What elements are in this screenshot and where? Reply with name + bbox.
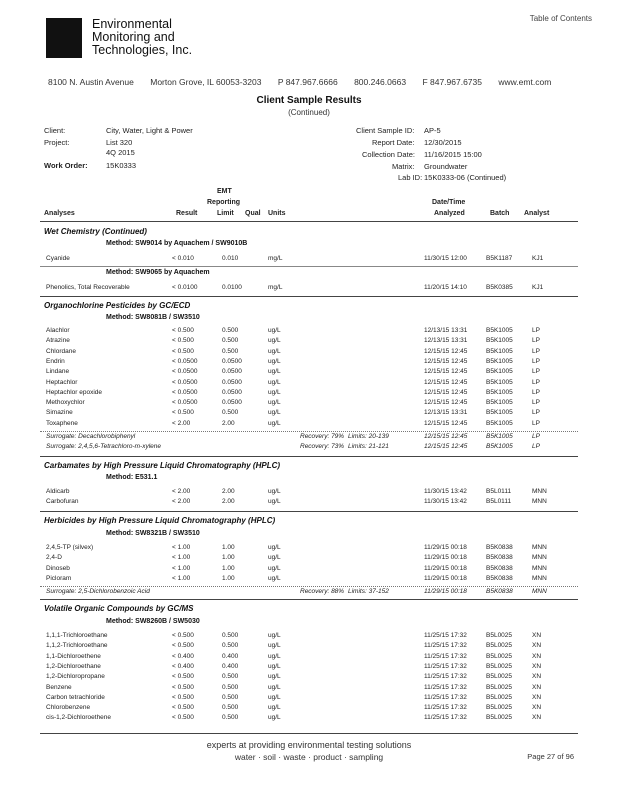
- cell-batch: B5K1005: [486, 419, 513, 427]
- cell-analyte: 1,1-Dichloroethene: [46, 652, 101, 660]
- cell-batch: B5L0025: [486, 642, 513, 650]
- cell-analyte: Chlorobenzene: [46, 704, 91, 712]
- collection-label: Collection Date:: [362, 150, 415, 159]
- cell-result: < 0.0500: [172, 399, 198, 407]
- cell-analyte: Alachlor: [46, 327, 70, 334]
- tollfree-number: 800.246.0663: [354, 77, 407, 87]
- cell-units: ug/L: [268, 574, 281, 582]
- sampleid-label: Client Sample ID:: [356, 126, 415, 135]
- cell-analyst: XN: [532, 652, 542, 660]
- cell-recovery: Recovery: 73%: [300, 443, 345, 451]
- address-bar: [48, 77, 578, 87]
- cell-date: 12/15/15 12:45: [424, 347, 468, 355]
- cell-units: ug/L: [268, 409, 281, 417]
- cell-units: ug/L: [268, 693, 281, 701]
- cell-units: ug/L: [268, 714, 281, 722]
- cell-limit: 0.500: [222, 642, 239, 650]
- cell-date: 11/25/15 17:32: [424, 652, 467, 660]
- cell-limit: 1.00: [222, 564, 235, 572]
- cell-date: 12/15/15 12:45: [424, 443, 468, 451]
- cell-date: 11/25/15 17:32: [424, 704, 467, 712]
- cell-analyst: LP: [532, 388, 540, 396]
- cell-analyst: MNN: [532, 544, 547, 551]
- cell-analyst: LP: [532, 419, 540, 427]
- cell-analyst: LP: [532, 443, 540, 451]
- cell-limit: 0.500: [222, 327, 239, 334]
- cell-analyst: XN: [532, 693, 542, 701]
- cell-batch: B5L0025: [486, 632, 513, 639]
- cell-batch: B5L0025: [486, 652, 513, 660]
- cell-analyst: LP: [532, 399, 540, 407]
- cell-analyst: LP: [532, 368, 540, 376]
- cell-analyte: Aldicarb: [46, 488, 70, 495]
- table-row: [0, 358, 618, 368]
- cell-analyte: 1,1,1-Trichloroethane: [46, 632, 108, 639]
- cell-analyte: Benzene: [46, 683, 72, 691]
- cell-units: ug/L: [268, 337, 281, 345]
- company-line-3: Technologies, Inc.: [92, 43, 193, 57]
- table-row: [0, 348, 618, 358]
- company-line-1: Environmental: [92, 17, 172, 31]
- cell-analyst: XN: [532, 662, 542, 670]
- cell-analyte: 1,2-Dichloroethane: [46, 662, 101, 670]
- col-reporting: Reporting: [207, 199, 241, 206]
- header-rule: [40, 221, 578, 222]
- table-row: [0, 544, 618, 554]
- cell-batch: B5K1005: [486, 327, 513, 334]
- section-voc: Volatile Organic Compounds by GC/MS: [44, 604, 194, 613]
- cell-result: < 0.0500: [172, 357, 198, 365]
- cell-result: < 0.400: [172, 662, 194, 670]
- cell-limit: 1.00: [222, 554, 235, 562]
- cell-units: ug/L: [268, 419, 281, 427]
- cell-analyst: LP: [532, 433, 540, 440]
- cell-limits: Limits: 37-152: [348, 588, 389, 596]
- page-number: Page 27 of 96: [527, 752, 574, 761]
- cell-units: ug/L: [268, 347, 281, 355]
- cell-analyte: Dinoseb: [46, 564, 70, 572]
- cell-result: < 0.500: [172, 642, 194, 650]
- cell-result: < 2.00: [172, 498, 191, 506]
- cell-analyte: Carbofuran: [46, 498, 79, 506]
- cell-result: < 0.400: [172, 652, 194, 660]
- company-name: [92, 18, 192, 57]
- cell-date: 12/15/15 12:45: [424, 368, 468, 376]
- col-emt: EMT: [217, 188, 232, 195]
- cell-units: ug/L: [268, 488, 281, 495]
- cell-limit: 0.400: [222, 652, 239, 660]
- cell-analyte: Chlordane: [46, 347, 76, 355]
- cell-limit: 0.500: [222, 683, 239, 691]
- cell-date: 12/13/15 13:31: [424, 337, 468, 345]
- cell-limit: 1.00: [222, 574, 235, 582]
- table-row: [0, 694, 618, 704]
- cell-result: < 1.00: [172, 574, 191, 582]
- cell-analyst: LP: [532, 337, 540, 345]
- cell-limit: 0.500: [222, 673, 239, 681]
- section-rule: [40, 511, 578, 512]
- cell-analyte: cis-1,2-Dichloroethene: [46, 714, 112, 722]
- cell-limit: 2.00: [222, 498, 235, 506]
- cell-date: 11/25/15 17:32: [424, 673, 467, 681]
- cell-batch: B5K1005: [486, 357, 513, 365]
- method-wet-2: Method: SW9065 by Aquachem: [106, 269, 210, 276]
- cell-analyte: Endrin: [46, 357, 65, 365]
- cell-units: ug/L: [268, 544, 281, 551]
- section-carbamates: Carbamates by High Pressure Liquid Chromatography (HPLC): [44, 461, 281, 470]
- cell-analyte: Simazine: [46, 409, 73, 417]
- col-analyzed: Analyzed: [434, 210, 465, 217]
- footer-tagline: experts at providing environmental testing solutions: [206, 740, 412, 750]
- cell-batch: B5K1005: [486, 378, 513, 386]
- cell-result: < 1.00: [172, 544, 191, 551]
- table-row: [0, 642, 618, 652]
- cell-analyst: MNN: [532, 554, 547, 562]
- cell-date: 11/29/15 00:18: [424, 574, 467, 582]
- cell-batch: B5L0025: [486, 683, 513, 691]
- cell-analyte: Heptachlor: [46, 378, 78, 386]
- cell-analyte: 1,2-Dichloropropane: [46, 673, 105, 681]
- cell-limit: 0.0500: [222, 368, 242, 376]
- cell-date: 11/29/15 00:18: [424, 544, 467, 551]
- collection-value: 11/16/2015 15:00: [424, 150, 482, 159]
- cell-analyst: MNN: [532, 498, 547, 506]
- cell-result: < 0.500: [172, 409, 194, 417]
- page-subtitle: (Continued): [288, 108, 330, 117]
- cell-date: 11/29/15 00:18: [424, 588, 467, 596]
- table-row: [0, 379, 618, 389]
- table-row: [0, 673, 618, 683]
- cell-analyte: Toxaphene: [46, 419, 78, 427]
- col-analyses: Analyses: [44, 210, 75, 217]
- section-wet-chemistry: Wet Chemistry (Continued): [44, 227, 147, 236]
- cell-date: 12/15/15 12:45: [424, 357, 468, 365]
- table-row: Phenolics, Total Recoverable < 0.0100 0.0100 mg/L 11/20/15 14:10 B5K0385 KJ1: [46, 284, 544, 291]
- cell-date: 12/13/15 13:31: [424, 327, 468, 334]
- cell-result: < 0.500: [172, 673, 194, 681]
- cell-limit: 1.00: [222, 544, 235, 551]
- table-row: Cyanide < 0.010 0.010 mg/L 11/30/15 12:00 B5K1187 KJ1: [46, 255, 544, 262]
- cell-analyte: Methoxychlor: [46, 399, 85, 407]
- cell-date: 11/25/15 17:32: [424, 632, 467, 639]
- reportdate-value: 12/30/2015: [424, 138, 462, 147]
- cell-result: < 0.500: [172, 704, 194, 712]
- cell-analyte: Heptachlor epoxide: [46, 388, 103, 396]
- cell-result: < 2.00: [172, 488, 191, 495]
- surrogate-row: [0, 588, 618, 598]
- cell-date: 11/25/15 17:32: [424, 662, 467, 670]
- method-voc: Method: SW8260B / SW5030: [106, 618, 200, 625]
- col-analyst: Analyst: [524, 210, 550, 217]
- cell-result: < 1.00: [172, 554, 191, 562]
- table-row: [0, 663, 618, 673]
- cell-analyte: Surrogate: 2,4,5,6-Tetrachloro-m-xylene: [46, 443, 162, 451]
- cell-date: 11/29/15 00:18: [424, 554, 467, 562]
- table-row: [0, 704, 618, 714]
- table-row: [0, 399, 618, 409]
- cell-limit: 0.0500: [222, 378, 242, 386]
- footer-rule: [40, 733, 578, 734]
- cell-analyst: MNN: [532, 564, 547, 572]
- cell-batch: B5K0838: [486, 564, 513, 572]
- cell-analyst: XN: [532, 642, 542, 650]
- table-row: [0, 327, 618, 337]
- cell-limit: 0.500: [222, 409, 239, 417]
- cell-analyst: MNN: [532, 588, 547, 596]
- cell-units: ug/L: [268, 704, 281, 712]
- cell-units: ug/L: [268, 564, 281, 572]
- cell-date: 11/25/15 17:32: [424, 714, 467, 722]
- cell-batch: B5K0838: [486, 574, 513, 582]
- cell-limit: 2.00: [222, 419, 235, 427]
- workorder-value: 15K0333: [106, 161, 137, 170]
- sampleid-value: AP-5: [424, 126, 441, 135]
- cell-units: ug/L: [268, 683, 281, 691]
- cell-analyst: MNN: [532, 574, 547, 582]
- fax-number: F 847.967.6735: [422, 77, 482, 87]
- cell-result: < 0.500: [172, 683, 194, 691]
- surrogate-divider: [40, 431, 578, 432]
- cell-analyte: Atrazine: [46, 337, 70, 345]
- cell-batch: B5K1005: [486, 433, 513, 440]
- cell-limit: 0.0500: [222, 399, 242, 407]
- cell-date: 12/15/15 12:45: [424, 419, 468, 427]
- section-rule: [40, 296, 578, 297]
- cell-units: ug/L: [268, 368, 281, 376]
- cell-limit: 0.500: [222, 347, 239, 355]
- cell-result: < 2.00: [172, 419, 191, 427]
- project-value-2: 4Q 2015: [106, 148, 135, 157]
- cell-batch: B5L0025: [486, 693, 513, 701]
- cell-limit: 0.500: [222, 337, 239, 345]
- method-herb: Method: SW8321B / SW3510: [106, 530, 200, 537]
- website-link[interactable]: www.emt.com: [498, 77, 552, 87]
- table-row: [0, 368, 618, 378]
- cell-limit: 2.00: [222, 488, 235, 495]
- cell-units: ug/L: [268, 554, 281, 562]
- table-row: [0, 554, 618, 564]
- cell-analyst: MNN: [532, 488, 547, 495]
- cell-analyst: XN: [532, 683, 542, 691]
- cell-limits: Limits: 20-139: [348, 433, 389, 440]
- table-row: [0, 498, 618, 508]
- section-organochlorine: Organochlorine Pesticides by GC/ECD: [44, 301, 191, 310]
- method-carb: Method: E531.1: [106, 474, 158, 481]
- phone-number: P 847.967.6666: [277, 77, 338, 87]
- cell-batch: B5K1005: [486, 347, 513, 355]
- cell-limit: 0.500: [222, 704, 239, 712]
- divider: [40, 266, 578, 267]
- cell-units: ug/L: [268, 662, 281, 670]
- col-result: Result: [176, 210, 198, 217]
- section-herbicides: Herbicides by High Pressure Liquid Chromatography (HPLC): [44, 516, 276, 525]
- cell-date: 11/30/15 13:42: [424, 488, 467, 495]
- section-rule: [40, 456, 578, 457]
- cell-units: ug/L: [268, 327, 281, 334]
- cell-batch: B5L0025: [486, 714, 513, 722]
- cell-batch: B5K1005: [486, 368, 513, 376]
- cell-date: 11/30/15 13:42: [424, 498, 467, 506]
- cell-units: ug/L: [268, 642, 281, 650]
- cell-analyst: LP: [532, 409, 540, 417]
- cell-units: ug/L: [268, 673, 281, 681]
- cell-limit: 0.500: [222, 714, 239, 722]
- method-wet-1: Method: SW9014 by Aquachem / SW9010B: [106, 240, 248, 247]
- cell-result: < 1.00: [172, 564, 191, 572]
- table-row: [0, 409, 618, 419]
- table-row: [0, 488, 618, 498]
- table-row: [0, 389, 618, 399]
- footer-services: water · soil · waste · product · sampling: [234, 752, 384, 762]
- labid-value: 15K0333-06 (Continued): [424, 173, 507, 182]
- col-limit: Limit: [217, 210, 234, 217]
- table-row: [0, 714, 618, 724]
- cell-batch: B5K1005: [486, 399, 513, 407]
- cell-batch: B5K1005: [486, 337, 513, 345]
- cell-limit: 0.500: [222, 632, 239, 639]
- cell-batch: B5L0025: [486, 662, 513, 670]
- cell-batch: B5K1005: [486, 409, 513, 417]
- project-label: Project:: [44, 138, 70, 147]
- cell-result: < 0.500: [172, 337, 194, 345]
- cell-limit: 0.0500: [222, 388, 242, 396]
- table-row: [0, 653, 618, 663]
- cell-batch: B5K1005: [486, 443, 513, 451]
- cell-analyte: Picloram: [46, 574, 72, 582]
- table-row: [0, 337, 618, 347]
- reportdate-label: Report Date:: [372, 138, 415, 147]
- table-row: [0, 684, 618, 694]
- section-rule: [40, 599, 578, 600]
- cell-analyst: LP: [532, 347, 540, 355]
- cell-batch: B5K0838: [486, 588, 513, 596]
- cell-analyst: LP: [532, 378, 540, 386]
- cell-units: ug/L: [268, 652, 281, 660]
- street-address: 8100 N. Austin Avenue: [48, 77, 134, 87]
- cell-result: < 0.500: [172, 347, 194, 355]
- cell-analyst: XN: [532, 673, 542, 681]
- cell-batch: B5K1005: [486, 388, 513, 396]
- surrogate-row: [0, 443, 618, 453]
- cell-result: < 0.500: [172, 693, 194, 701]
- cell-date: 11/25/15 17:32: [424, 642, 467, 650]
- cell-analyte: 2,4,5-TP (silvex): [46, 544, 94, 551]
- table-of-contents-link[interactable]: Table of Contents: [529, 14, 592, 23]
- cell-result: < 0.500: [172, 327, 194, 334]
- cell-result: < 0.500: [172, 632, 194, 639]
- method-organo: Method: SW8081B / SW3510: [106, 314, 200, 321]
- table-row: [0, 575, 618, 585]
- cell-result: < 0.0500: [172, 388, 198, 396]
- table-row: [0, 565, 618, 575]
- client-value: City, Water, Light & Power: [106, 126, 193, 135]
- cell-result: < 0.500: [172, 714, 194, 722]
- cell-analyst: XN: [532, 714, 542, 722]
- cell-date: 11/29/15 00:18: [424, 564, 467, 572]
- cell-analyte: Carbon tetrachloride: [46, 693, 105, 701]
- company-logo: [46, 18, 82, 58]
- cell-date: 12/13/15 13:31: [424, 409, 468, 417]
- matrix-value: Groundwater: [424, 162, 468, 171]
- cell-units: ug/L: [268, 399, 281, 407]
- cell-result: < 0.0500: [172, 368, 198, 376]
- cell-batch: B5K0838: [486, 554, 513, 562]
- cell-units: ug/L: [268, 632, 281, 639]
- cell-recovery: Recovery: 88%: [300, 588, 345, 596]
- cell-limit: 0.400: [222, 662, 239, 670]
- company-line-2: Monitoring and: [92, 30, 175, 44]
- page-title: Client Sample Results: [256, 95, 362, 106]
- project-value: List 320: [106, 138, 133, 147]
- cell-batch: B5K0838: [486, 544, 513, 551]
- col-datetime: Date/Time: [432, 199, 466, 206]
- cell-analyte: 2,4-D: [46, 554, 62, 562]
- cell-units: ug/L: [268, 357, 281, 365]
- cell-limit: 0.500: [222, 693, 239, 701]
- cell-batch: B5L0025: [486, 673, 513, 681]
- surrogate-divider: [40, 586, 578, 587]
- cell-analyst: LP: [532, 327, 540, 334]
- cell-batch: B5L0025: [486, 704, 513, 712]
- client-label: Client:: [44, 126, 66, 135]
- cell-limits: Limits: 21-121: [348, 443, 389, 451]
- cell-units: ug/L: [268, 388, 281, 396]
- cell-units: ug/L: [268, 498, 281, 506]
- cell-date: 12/15/15 12:45: [424, 388, 468, 396]
- cell-batch: B5L0111: [486, 498, 512, 506]
- city-address: Morton Grove, IL 60053-3203: [150, 77, 262, 87]
- cell-analyte: Surrogate: 2,5-Dichlorobenzoic Acid: [46, 588, 150, 596]
- cell-date: 12/15/15 12:45: [424, 378, 468, 386]
- table-row: [0, 420, 618, 430]
- cell-analyst: XN: [532, 632, 542, 639]
- cell-recovery: Recovery: 79%: [300, 433, 345, 440]
- cell-result: < 0.0500: [172, 378, 198, 386]
- labid-label: Lab ID:: [398, 173, 423, 182]
- cell-date: 12/15/15 12:45: [424, 399, 468, 407]
- cell-limit: 0.0500: [222, 357, 242, 365]
- table-row: [0, 632, 618, 642]
- cell-analyte: Lindane: [46, 368, 70, 376]
- surrogate-row: [0, 433, 618, 443]
- workorder-label: Work Order:: [44, 161, 88, 170]
- cell-analyte: Surrogate: Decachlorobiphenyl: [46, 433, 136, 440]
- cell-units: ug/L: [268, 378, 281, 386]
- cell-analyst: XN: [532, 704, 542, 712]
- cell-analyst: LP: [532, 357, 540, 365]
- col-batch: Batch: [490, 210, 510, 217]
- cell-date: 12/15/15 12:45: [424, 433, 468, 440]
- cell-date: 11/25/15 17:32: [424, 683, 467, 691]
- col-qual: Qual: [245, 210, 261, 217]
- matrix-label: Matrix:: [392, 162, 415, 171]
- cell-date: 11/25/15 17:32: [424, 693, 467, 701]
- col-units: Units: [268, 210, 286, 217]
- cell-analyte: 1,1,2-Trichloroethane: [46, 642, 108, 650]
- cell-batch: B5L0111: [486, 488, 512, 495]
